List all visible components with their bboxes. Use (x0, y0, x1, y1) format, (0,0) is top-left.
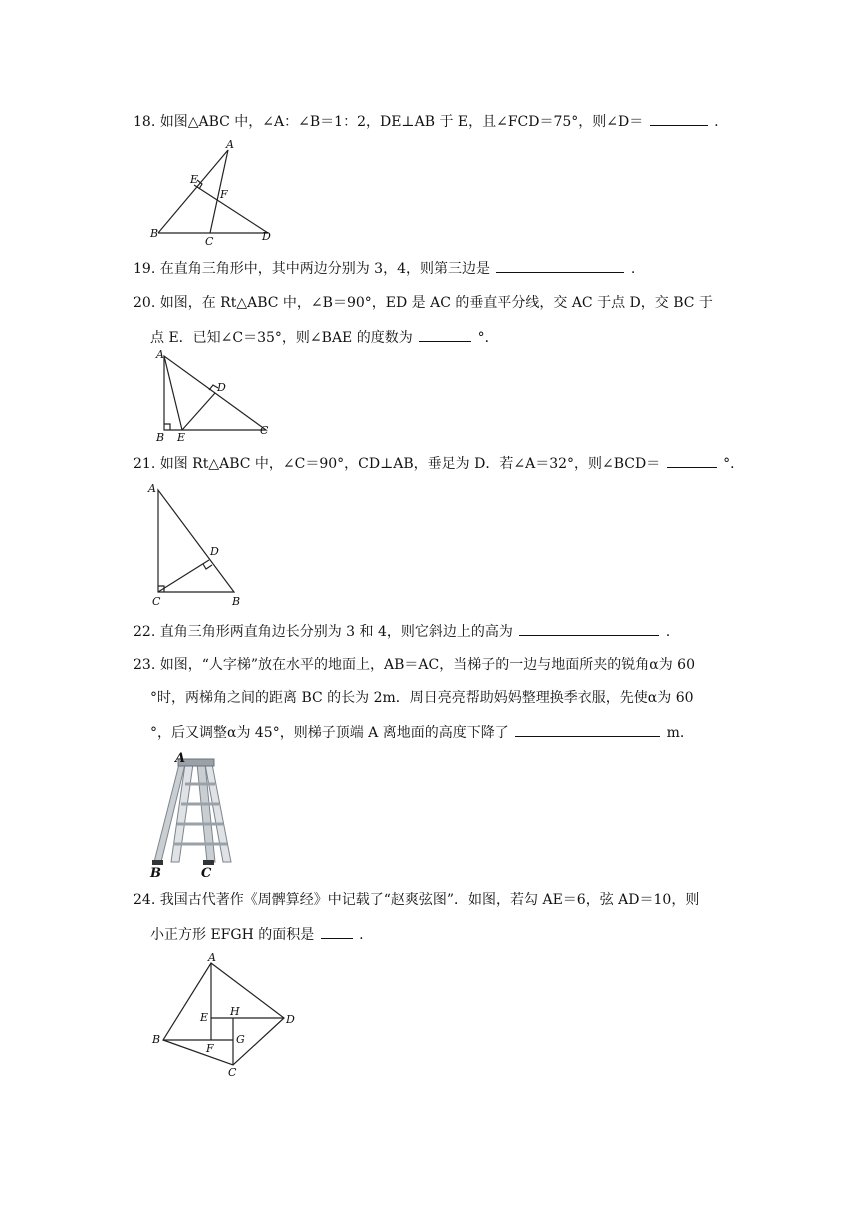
label-c: C (228, 1066, 237, 1079)
label-a: A (226, 138, 234, 151)
answer-blank[interactable] (321, 923, 353, 939)
question-number: 21. (133, 456, 156, 472)
question-suffix: °． (477, 330, 499, 346)
answer-blank[interactable] (650, 110, 708, 126)
answer-blank[interactable] (419, 326, 471, 342)
label-b: B (150, 227, 159, 240)
question-23-line-1 (133, 655, 695, 675)
label-d: D (210, 545, 219, 558)
question-number: 20. (133, 295, 156, 311)
question-text: 我国古代著作《周髀算经》中记载了“赵爽弦图”．如图，若勾 AE＝6，弦 AD＝10，则 (159, 892, 700, 908)
label-a: A (156, 348, 164, 361)
question-23-line-3 (150, 721, 684, 743)
question-20-line-2 (150, 326, 499, 348)
label-a: A (208, 951, 216, 964)
label-c: C (152, 595, 161, 608)
triangle-abc (158, 150, 228, 233)
figure-q18-triangle (150, 140, 280, 250)
question-suffix: . (665, 624, 671, 640)
figure-q21-triangle (148, 480, 248, 608)
question-text: 点 E．已知∠C＝35°，则∠BAE 的度数为 (150, 330, 413, 346)
label-b: B (150, 866, 161, 881)
question-number: 23. (133, 657, 156, 673)
question-24-line-1 (133, 890, 699, 910)
question-20-line-1 (133, 293, 713, 313)
question-text: 在直角三角形中，其中两边分别为 3，4，则第三边是 (159, 261, 490, 277)
segment-cd (158, 560, 209, 592)
question-suffix: . (359, 927, 364, 943)
label-h: H (230, 1005, 240, 1018)
question-number: 24. (133, 892, 156, 908)
label-e: E (177, 431, 186, 444)
question-text: 直角三角形两直角边长分别为 3 和 4，则它斜边上的高为 (159, 624, 513, 640)
question-text: 如图，“人字梯”放在水平的地面上，AB＝AC，当梯子的一边与地面所夹的锐角α为 60 (159, 657, 695, 673)
label-d: D (286, 1013, 295, 1026)
question-text: 如图，在 Rt△ABC 中，∠B＝90°，ED 是 AC 的垂直平分线，交 AC 于点 D，交 BC 于 (159, 295, 713, 311)
label-d: D (262, 230, 271, 243)
figure-q20-triangle (150, 348, 280, 443)
question-number: 19. (133, 261, 156, 277)
ladder-icon (152, 759, 231, 865)
question-suffix: . (714, 114, 719, 130)
outer-square (163, 963, 284, 1065)
question-text: 如图△ABC 中，∠A：∠B＝1：2，DE⊥AB 于 E，且∠FCD＝75°，则∠D＝ (159, 114, 644, 130)
question-suffix: m. (666, 725, 685, 741)
question-suffix: . (630, 261, 636, 277)
label-f: F (206, 1042, 214, 1055)
label-g: G (236, 1033, 245, 1046)
question-23-line-2 (150, 688, 694, 708)
question-number: 18. (133, 114, 156, 130)
question-number: 22. (133, 624, 156, 640)
question-18-line-1 (133, 110, 719, 132)
answer-blank[interactable] (496, 257, 624, 273)
question-22-line-1 (133, 620, 670, 642)
segment-de (194, 185, 268, 233)
label-f: F (220, 188, 228, 201)
answer-blank[interactable] (515, 721, 660, 737)
label-e: E (200, 1011, 209, 1024)
question-suffix: °． (723, 456, 745, 472)
segment-ed (182, 393, 215, 430)
answer-blank[interactable] (519, 620, 659, 636)
question-24-line-2 (150, 923, 364, 945)
label-a: A (175, 751, 186, 766)
question-text: °，后又调整α为 45°，则梯子顶端 A 离地面的高度下降了 (150, 725, 509, 741)
figure-q24-zhaoshuang-diagram (148, 951, 298, 1079)
label-c: C (205, 235, 214, 248)
right-angle-mark-b (164, 424, 170, 430)
question-21-line-1 (133, 452, 744, 474)
label-b: B (232, 595, 241, 608)
label-e: E (190, 173, 199, 186)
right-angle-mark-d (203, 564, 212, 569)
label-b: B (156, 431, 165, 444)
label-d: D (217, 381, 226, 394)
label-b: B (152, 1033, 161, 1046)
question-19-line-1 (133, 257, 635, 279)
figure-q23-ladder (145, 750, 245, 880)
answer-blank[interactable] (667, 452, 717, 468)
question-text: 小正方形 EFGH 的面积是 (150, 927, 315, 943)
label-a: A (148, 482, 156, 495)
triangle-abc (158, 490, 234, 592)
label-c: C (260, 424, 269, 437)
label-c: C (201, 866, 212, 881)
question-text: 如图 Rt△ABC 中，∠C＝90°，CD⊥AB，垂足为 D．若∠A＝32°，则∠BCD＝ (159, 456, 661, 472)
question-text: °时，两梯角之间的距离 BC 的长为 2m．周日亮亮帮助妈妈整理换季衣服，先使α为 60 (150, 690, 694, 706)
